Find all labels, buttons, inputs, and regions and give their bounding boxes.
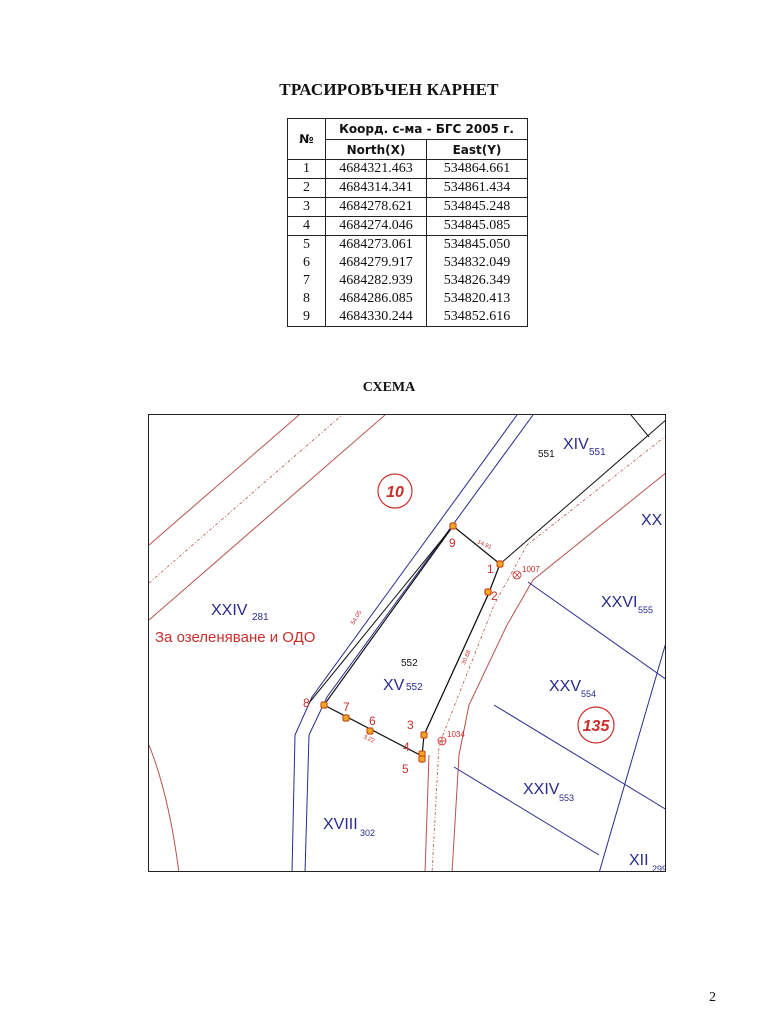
schema-map [148, 414, 666, 872]
distance-9-1: 14.91 [476, 539, 493, 552]
boundary-left-curve [149, 745, 179, 872]
parcel-lines-blue [454, 582, 666, 872]
survey-point-9 [450, 523, 456, 529]
cell-north: 4684274.046 [326, 217, 427, 236]
cell-number: 6 [288, 254, 326, 272]
road-blue-diagonal [292, 415, 533, 872]
cell-east: 534826.349 [427, 272, 528, 290]
coordinates-table [287, 118, 528, 327]
cell-east: 534845.248 [427, 198, 528, 217]
parcel-xiv-551: XIV [563, 436, 589, 453]
survey-point-7 [343, 715, 349, 721]
header-number: № [288, 119, 326, 160]
survey-point-1 [497, 561, 503, 567]
survey-label-8: 8 [303, 696, 310, 710]
parcel-xii-sub: 299 [652, 864, 667, 873]
block-10-label: 10 [386, 484, 404, 501]
distance-road-right: 30.68 [461, 649, 473, 666]
survey-point-3 [421, 732, 427, 738]
map-drawing [149, 415, 666, 872]
survey-label-1: 1 [487, 562, 494, 576]
cell-north: 4684330.244 [326, 308, 427, 327]
cell-number: 2 [288, 179, 326, 198]
parcel-xxiv-281: XXIV [211, 602, 248, 619]
survey-label-2: 2 [491, 589, 498, 603]
survey-point-6 [367, 728, 373, 734]
schema-title: СХЕМА [362, 380, 416, 395]
block-135-label: 135 [582, 718, 610, 735]
table-row [288, 290, 528, 308]
geodetic-label-1034: 1034 [447, 730, 465, 739]
cell-east: 534864.661 [427, 160, 528, 179]
survey-label-4: 4 [403, 740, 410, 754]
survey-point-8 [321, 702, 327, 708]
header-east: East(Y) [427, 140, 528, 160]
road-left-diagonal [149, 415, 385, 620]
cell-north: 4684282.939 [326, 272, 427, 290]
cell-north: 4684286.085 [326, 290, 427, 308]
geodetic-point-1034 [438, 737, 446, 745]
parcel-xiv-551-sub: 551 [589, 447, 606, 458]
cell-number: 8 [288, 290, 326, 308]
survey-label-9: 9 [449, 536, 456, 550]
parcel-xxv-554: XXV [549, 678, 582, 695]
parcel-xxiv-281-sub: 281 [252, 612, 269, 623]
parcel-xxiv-553: XXIV [523, 781, 560, 798]
parcel-xv-552: XV [383, 677, 405, 694]
distance-6-7: 3.22 [362, 734, 376, 745]
cell-east: 534861.434 [427, 179, 528, 198]
zone-label: За озеленяване и ОДО [155, 629, 316, 646]
parcel-xxvi-555: XXVI [601, 594, 638, 611]
cell-east: 534820.413 [427, 290, 528, 308]
cell-number: 4 [288, 217, 326, 236]
parcel-xx-top: XX [641, 512, 663, 529]
table-row [288, 179, 528, 198]
geodetic-point-1007 [513, 571, 521, 579]
survey-label-7: 7 [343, 700, 350, 714]
table-row [288, 236, 528, 255]
parcel-xv-552-sub: 552 [406, 682, 423, 693]
cell-number: 7 [288, 272, 326, 290]
cell-east: 534852.616 [427, 308, 528, 327]
parcel-xxv-554-sub: 554 [581, 689, 597, 699]
cadastral-551: 551 [538, 449, 555, 460]
distance-road-left: 54.05 [350, 609, 364, 626]
cadastral-552: 552 [401, 658, 418, 669]
cell-north: 4684314.341 [326, 179, 427, 198]
cell-number: 5 [288, 236, 326, 255]
parcel-xxvi-555-sub: 555 [638, 605, 654, 615]
parcel-xii: XII [629, 852, 649, 869]
survey-label-6: 6 [369, 714, 376, 728]
cell-north: 4684279.917 [326, 254, 427, 272]
parcel-xxiv-553-sub: 553 [559, 793, 575, 803]
table-row [288, 254, 528, 272]
survey-label-5: 5 [402, 762, 409, 776]
page-number: 2 [709, 990, 716, 1005]
parcel-xviii-302: XVIII [323, 816, 358, 833]
table-row [288, 217, 528, 236]
table-row [288, 308, 528, 327]
header-north: North(X) [326, 140, 427, 160]
survey-point-5 [419, 756, 425, 762]
survey-label-3: 3 [407, 718, 414, 732]
header-coordinate-system: Коорд. с-ма - БГС 2005 г. [326, 119, 528, 140]
cell-north: 4684273.061 [326, 236, 427, 255]
cell-number: 3 [288, 198, 326, 217]
cell-north: 4684321.463 [326, 160, 427, 179]
cell-east: 534845.050 [427, 236, 528, 255]
table-row [288, 160, 528, 179]
road-right [425, 415, 666, 872]
cell-east: 534832.049 [427, 254, 528, 272]
cell-number: 1 [288, 160, 326, 179]
cell-number: 9 [288, 308, 326, 327]
geodetic-label-1007: 1007 [522, 565, 540, 574]
table-row [288, 272, 528, 290]
parcel-xviii-302-sub: 302 [360, 828, 376, 838]
table-row [288, 198, 528, 217]
cell-north: 4684278.621 [326, 198, 427, 217]
cell-east: 534845.085 [427, 217, 528, 236]
document-title: ТРАСИРОВЪЧЕН КАРНЕТ [279, 80, 499, 99]
